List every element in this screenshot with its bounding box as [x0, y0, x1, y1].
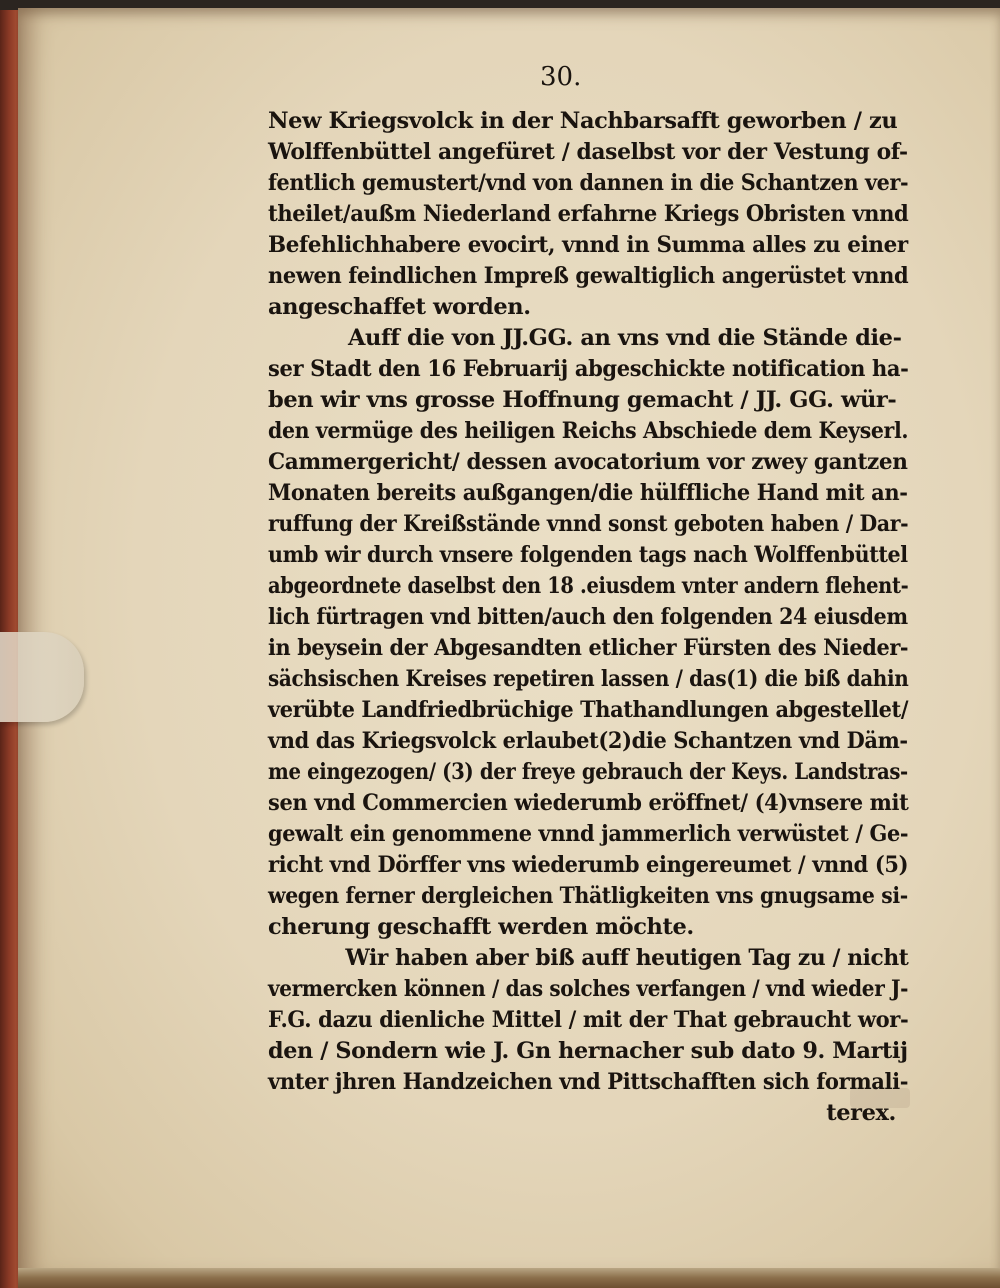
- text-line: terex.: [826, 1100, 896, 1126]
- text-line: New Kriegsvolck in der Nachbarsafft geworben / zu: [268, 108, 898, 134]
- text-line: vnter jhren Handzeichen vnd Pittschafften sich formali-: [268, 1069, 909, 1095]
- text-line: lich fürtragen vnd bitten/auch den folgenden 24 eiusdem: [268, 604, 908, 630]
- text-line: Befehlichhabere evocirt, vnnd in Summa alles zu einer: [268, 232, 908, 258]
- text-line: newen feindlichen Impreß gewaltiglich angerüstet vnnd: [268, 263, 909, 289]
- text-line: fentlich gemustert/vnd von dannen in die Schantzen ver-: [268, 170, 909, 196]
- text-line: abgeordnete daselbst den 18 .eiusdem vnter andern flehent-: [268, 573, 909, 599]
- page-number: 30.: [540, 62, 582, 92]
- text-line: ser Stadt den 16 Februarij abgeschickte notification ha-: [268, 356, 909, 382]
- text-line: vermercken können / das solches verfangen / vnd wieder J-: [268, 976, 909, 1002]
- text-line: sen vnd Commercien wiederumb eröffnet/ (4)vnsere mit: [268, 790, 909, 816]
- text-line: den vermüge des heiligen Reichs Abschiede dem Keyserl.: [268, 418, 909, 444]
- page-tab-flap: [0, 632, 84, 722]
- text-line: verübte Landfriedbrüchige Thathandlungen abgestellet/: [268, 697, 909, 723]
- text-line: Wolffenbüttel angefüret / daselbst vor der Vestung of-: [268, 139, 908, 165]
- text-line: sächsischen Kreises repetiren lassen / das(1) die biß dahin: [268, 666, 909, 692]
- text-line: F.G. dazu dienliche Mittel / mit der That gebraucht wor-: [268, 1007, 909, 1033]
- text-line: richt vnd Dörffer vns wiederumb eingereumet / vnnd (5): [268, 852, 909, 878]
- text-line: wegen ferner dergleichen Thätligkeiten vns gnugsame si-: [268, 883, 908, 909]
- text-line: ruffung der Kreißstände vnnd sonst geboten haben / Dar-: [268, 511, 909, 537]
- text-line: in beysein der Abgesandten etlicher Fürsten des Nieder-: [268, 635, 909, 661]
- text-line: gewalt ein genommene vnnd jammerlich verwüstet / Ge-: [268, 821, 909, 847]
- text-line: umb wir durch vnsere folgenden tags nach Wolffenbüttel: [268, 542, 908, 568]
- text-line: den / Sondern wie J. Gn hernacher sub dato 9. Martij: [268, 1038, 908, 1064]
- text-line: angeschaffet worden.: [268, 294, 531, 320]
- body-text: [268, 70, 908, 1129]
- page-bottom-edge: [18, 1268, 1000, 1288]
- text-line: cherung geschafft werden möchte.: [268, 914, 694, 940]
- text-line: ben wir vns grosse Hoffnung gemacht / JJ. GG. wür-: [268, 387, 897, 413]
- text-line: Auff die von JJ.GG. an vns vnd die Stände die-: [348, 325, 902, 351]
- text-line: theilet/außm Niederland erfahrne Kriegs Obristen vnnd: [268, 201, 909, 227]
- text-line: Cammergericht/ dessen avocatorium vor zwey gantzen: [268, 449, 908, 475]
- text-line: Monaten bereits außgangen/die hülffliche Hand mit an-: [268, 480, 908, 506]
- text-line: vnd das Kriegsvolck erlaubet(2)die Schantzen vnd Däm-: [268, 728, 908, 754]
- text-line: me eingezogen/ (3) der freye gebrauch der Keys. Landstras-: [268, 759, 908, 785]
- text-line: Wir haben aber biß auff heutigen Tag zu / nicht: [345, 945, 909, 971]
